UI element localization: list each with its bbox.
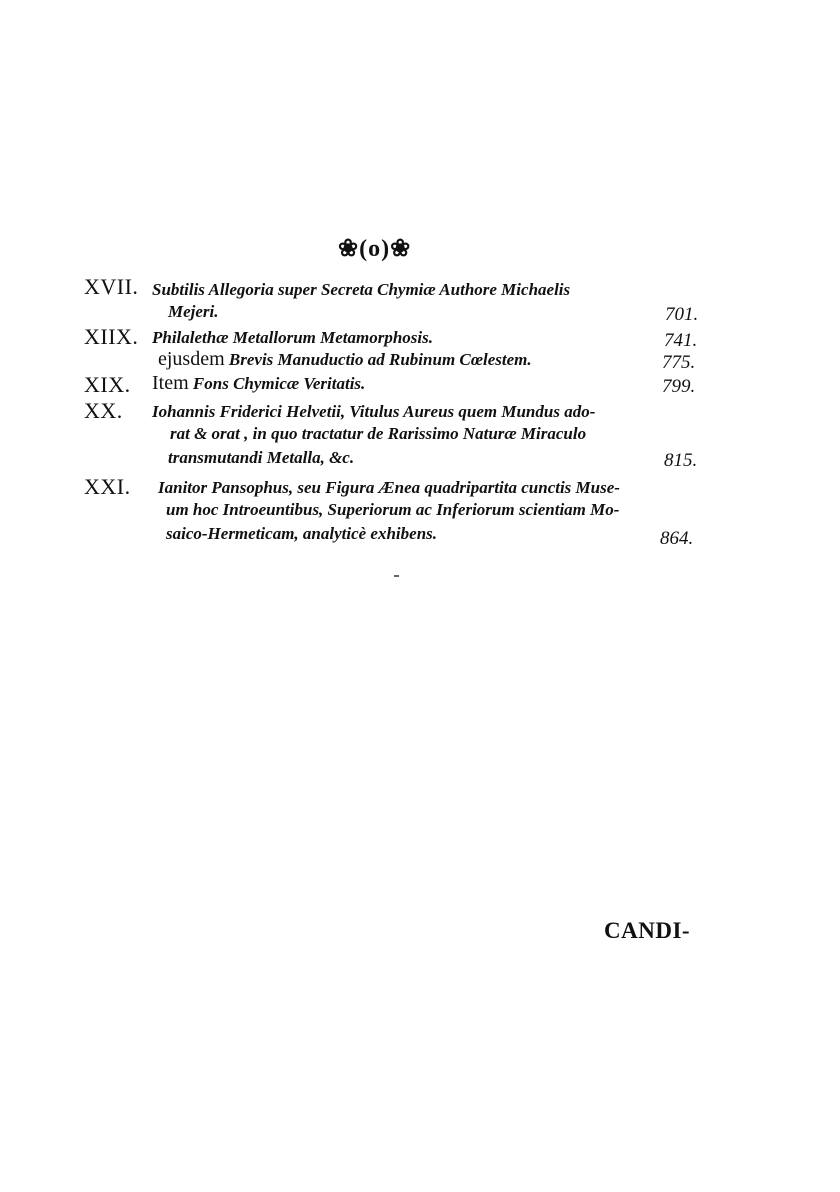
entry-prefix: Item (152, 372, 189, 394)
entry-title-line: Mejeri. (168, 302, 219, 321)
entry-title-line: saico-Hermeticam, analyticè exhibens. (166, 524, 438, 543)
entry-title-line: um hoc Introeuntibus, Superiorum ac Inferiorum scientiam Mo- (166, 500, 620, 519)
small-rule (394, 575, 399, 577)
entry-number: XXI. (84, 474, 131, 499)
entry-number: XIIX. (84, 324, 139, 349)
entry-number: XX. (84, 398, 123, 423)
entry-title-line: Subtilis Allegoria super Secreta Chymiæ Authore Michaelis (152, 280, 571, 299)
entry-title-line (158, 348, 532, 371)
entry-title-line: Ianitor Pansophus, seu Figura Ænea quadripartita cunctis Muse- (158, 478, 620, 497)
entry-title-line: transmutandi Metalla, &c. (168, 448, 355, 467)
entry-title-text: Brevis Manuductio ad Rubinum Cœlestem. (228, 350, 532, 369)
book-page: ❀(o)❀ XVII. Subtilis Allegoria super Secreta Chymiæ Authore Michaelis Mejeri. 701. XIIX. Philalethæ Metallorum Metamorphosis. 741. ejusdem Brevis Manuductio ad Rubinum Cœlestem. 775. XIX. Item Fons Chymicæ Veritatis. 799. XX. Iohannis Friderici Helvetii, Vitulus Aureus quem Mundus ado- rat & orat , in quo tractatur de Rarissimo Naturæ Miraculo transmutandi Metalla, &c. 815. XXI. Ianitor Pansophus, seu Figura Ænea quadripartita cunctis Muse- um hoc Introeuntibus, Superiorum ac Inferiorum scientiam Mo- saico-Hermeticam, analyticè exhibens. 864. CANDI- (84, 236, 699, 943)
entry-number: XIX. (84, 372, 131, 397)
entry-title-line (152, 372, 365, 395)
entry-title-line: rat & orat , in quo tractatur de Rarissimo Naturæ Miraculo (170, 424, 587, 443)
entry-number: XVII. (84, 274, 139, 299)
entry-title-text: Fons Chymicæ Veritatis. (192, 374, 366, 393)
catchword: CANDI- (604, 918, 691, 943)
entry-title-line: Iohannis Friderici Helvetii, Vitulus Aureus quem Mundus ado- (152, 402, 596, 421)
entry-prefix: ejusdem (158, 348, 225, 370)
header-ornament: ❀(o)❀ (338, 236, 412, 262)
entry-title-line: Philalethæ Metallorum Metamorphosis. (152, 328, 434, 347)
